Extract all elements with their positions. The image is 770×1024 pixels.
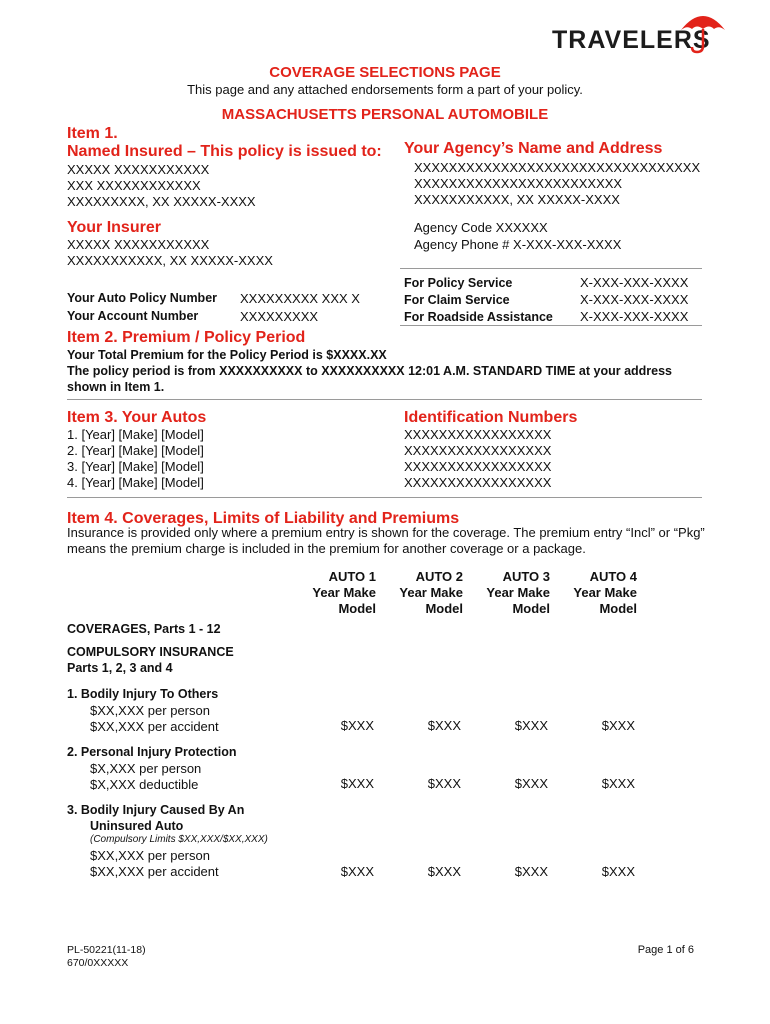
premium-cell: $XXX [427,864,461,879]
compulsory-label: COMPULSORY INSURANCE [67,645,234,659]
coverages-label: COVERAGES, Parts 1 - 12 [67,622,221,636]
auto-item: 3. [Year] [Make] [Model] [67,459,204,474]
identification-list [404,427,551,491]
autos-list [67,427,204,491]
service-label-roadside: For Roadside Assistance [404,310,553,324]
divider [400,325,702,326]
coverage-title-cont: Uninsured Auto [90,819,184,833]
auto-col-title: AUTO 4 [589,569,637,584]
coverage-limit: $X,XXX per person [90,761,202,776]
premium-cell: $XXX [340,864,374,879]
vin-item: XXXXXXXXXXXXXXXXX [404,427,552,442]
auto-column-header [383,569,463,617]
premium-cell: $XXX [601,864,635,879]
coverage-note: (Compulsory Limits $XX,XXX/$XX,XXX) [90,834,268,845]
auto-col-model: Model [599,601,637,616]
item1-heading: Named Insured – This policy is issued to: [67,143,382,160]
auto-col-year-make: Year Make [573,585,637,600]
coverage-title: 3. Bodily Injury Caused By An [67,803,245,817]
page-title: COVERAGE SELECTIONS PAGE [269,64,501,81]
insurer-line: XXXXXXXXXXX, XX XXXXX-XXXX [67,253,273,268]
named-insured-line: XXX XXXXXXXXXXXX [67,178,201,193]
premium-cell: $XXX [340,718,374,733]
auto-policy-label: Your Auto Policy Number [67,291,218,305]
premium-cell: $XXX [427,776,461,791]
named-insured-line: XXXXXXXXX, XX XXXXX-XXXX [67,194,256,209]
auto-item: 4. [Year] [Make] [Model] [67,475,204,490]
form-number: PL-50221(11-18) [67,944,146,956]
account-number-label: Your Account Number [67,309,199,323]
compulsory-parts: Parts 1, 2, 3 and 4 [67,661,173,675]
agency-address-block [414,160,700,208]
page-subtitle: This page and any attached endorsements form a part of your policy. [187,82,583,97]
auto-col-title: AUTO 2 [415,569,463,584]
coverage-title: 1. Bodily Injury To Others [67,687,219,701]
service-phone-policy: X-XXX-XXX-XXXX [580,275,689,290]
agency-line: XXXXXXXXXXX, XX XXXXX-XXXX [414,192,620,207]
service-phone-claim: X-XXX-XXX-XXXX [580,292,689,307]
service-label-claim: For Claim Service [404,293,510,307]
insurer-line: XXXXX XXXXXXXXXXX [67,237,210,252]
auto-column-header [296,569,376,617]
coverage-limit: $XX,XXX per accident [90,864,219,879]
agency-heading: Your Agency’s Name and Address [404,140,663,157]
auto-col-year-make: Year Make [486,585,550,600]
item3-heading: Item 3. Your Autos [67,409,207,426]
logo-text: TRAVELERS [552,26,711,54]
policy-period-line1: The policy period is from XXXXXXXXXX to XXXXXXXXXX 12:01 A.M. STANDARD TIME at your address [67,364,673,378]
auto-col-model: Model [512,601,550,616]
coverage-limit: $XX,XXX per person [90,703,210,718]
agency-line: XXXXXXXXXXXXXXXXXXXXXXXXXXXXXXXXX [414,160,701,175]
auto-col-title: AUTO 1 [328,569,376,584]
item4-heading: Item 4. Coverages, Limits of Liability and Premiums [67,510,460,527]
service-label-policy: For Policy Service [404,276,513,290]
service-phone-roadside: X-XXX-XXX-XXXX [580,309,689,324]
insurer-block [67,237,273,269]
coverage-limit: $XX,XXX per accident [90,719,219,734]
agency-phone: Agency Phone # X-XXX-XXX-XXXX [414,237,622,252]
auto-item: 1. [Year] [Make] [Model] [67,427,204,442]
divider [67,497,702,498]
state-title: MASSACHUSETTS PERSONAL AUTOMOBILE [221,106,549,123]
account-number-value: XXXXXXXXX [240,309,319,324]
coverage-title: 2. Personal Injury Protection [67,745,237,759]
page-number: Page 1 of 6 [637,944,694,956]
premium-cell: $XXX [514,864,548,879]
premium-cell: $XXX [601,718,635,733]
premium-cell: $XXX [514,718,548,733]
premium-cell: $XXX [427,718,461,733]
auto-col-model: Model [338,601,376,616]
premium-cell: $XXX [514,776,548,791]
vin-item: XXXXXXXXXXXXXXXXX [404,459,552,474]
auto-policy-value: XXXXXXXXX XXX X [240,291,360,306]
umbrella-icon [678,8,728,54]
item4-intro-line1: Insurance is provided only where a premium entry is shown for the coverage. The premium entry “Incl” or “Pkg” [67,525,705,540]
item1-label: Item 1. [67,125,118,142]
premium-cell: $XXX [601,776,635,791]
agency-code: Agency Code XXXXXX [414,220,548,235]
form-code: 670/0XXXXX [67,957,129,969]
item4-intro-line2: means the premium charge is included in the premium for another coverage or a package. [67,541,586,556]
policy-period-line2: shown in Item 1. [67,380,165,394]
vin-item: XXXXXXXXXXXXXXXXX [404,475,552,490]
auto-column-header [557,569,637,617]
item2-heading: Item 2. Premium / Policy Period [67,329,306,346]
total-premium: Your Total Premium for the Policy Period is $XXXX.XX [67,348,387,362]
auto-col-model: Model [425,601,463,616]
vin-item: XXXXXXXXXXXXXXXXX [404,443,552,458]
auto-item: 2. [Year] [Make] [Model] [67,443,204,458]
auto-column-header [470,569,550,617]
auto-col-year-make: Year Make [399,585,463,600]
coverage-limit: $X,XXX deductible [90,777,199,792]
divider [67,399,702,400]
divider [400,268,702,269]
auto-col-title: AUTO 3 [502,569,550,584]
agency-line: XXXXXXXXXXXXXXXXXXXXXXXX [414,176,623,191]
auto-col-year-make: Year Make [312,585,376,600]
identification-heading: Identification Numbers [404,409,578,426]
premium-cell: $XXX [340,776,374,791]
coverage-limit: $XX,XXX per person [90,848,210,863]
named-insured-line: XXXXX XXXXXXXXXXX [67,162,210,177]
named-insured-block [67,162,256,210]
insurer-heading: Your Insurer [67,219,161,236]
